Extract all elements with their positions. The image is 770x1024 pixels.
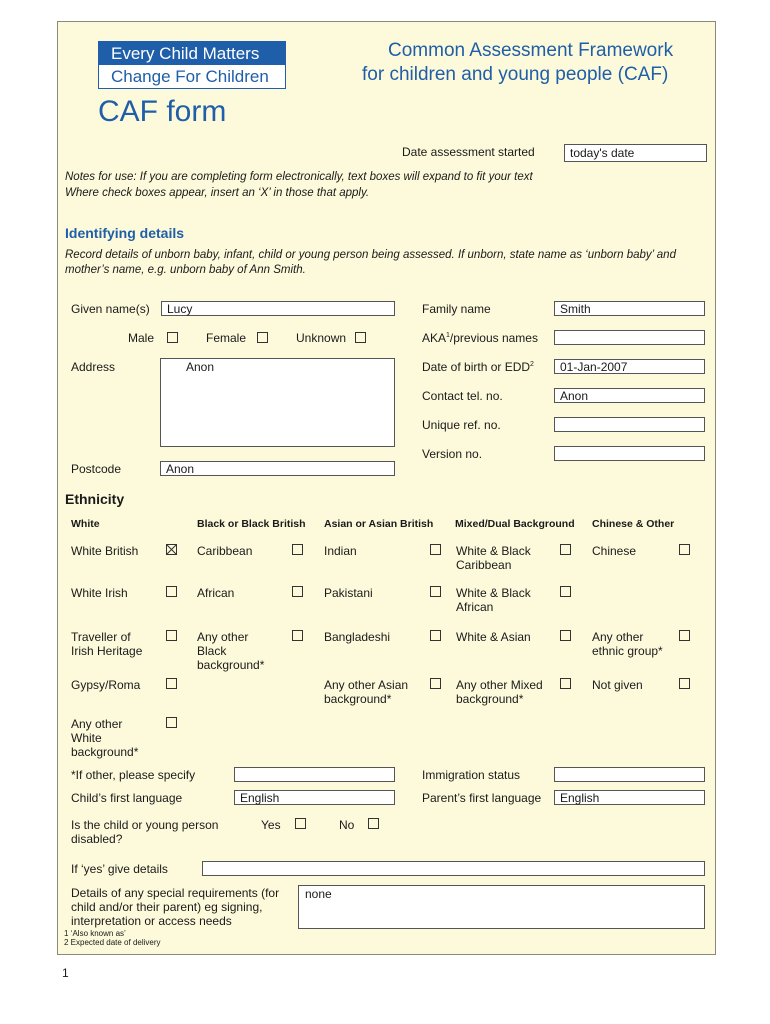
if-yes-field[interactable] [202,861,705,876]
col-header-chinese-other: Chinese & Other [592,518,675,530]
contact-label: Contact tel. no. [422,389,503,403]
form-title: CAF form [98,95,227,128]
dob-label [422,360,534,374]
given-names-label: Given name(s) [71,302,150,316]
white-black-caribbean-checkbox[interactable] [560,544,571,555]
caribbean-label: Caribbean [197,544,253,558]
version-label: Version no. [422,447,483,461]
white-british-label: White British [71,544,139,558]
white-black-caribbean-label: White & Black Caribbean [456,544,531,572]
gypsy-roma-checkbox[interactable] [166,678,177,689]
identifying-instructions: Record details of unborn baby, infant, child or young person being assessed. If unborn, state name as ‘unborn baby’ and mother’s name, e.g. unborn baby of Ann Smith. [65,249,676,276]
white-irish-checkbox[interactable] [166,586,177,597]
if-other-field[interactable] [234,767,395,782]
bangladeshi-checkbox[interactable] [430,630,441,641]
child-language-label: Child’s first language [71,791,183,805]
caf-title-line2: for children and young people (CAF) [362,64,669,85]
notes-line1: Notes for use: If you are completing form electronically, text boxes will expand to fit your text [65,171,533,183]
special-req-field[interactable] [298,885,705,929]
male-label: Male [128,331,155,345]
dob-footnote-ref: 2 [530,361,534,368]
yes-label: Yes [261,818,281,832]
address-value: Anon [186,360,215,374]
unique-ref-label: Unique ref. no. [422,418,501,432]
any-other-mixed-checkbox[interactable] [560,678,571,689]
no-label: No [339,818,355,832]
any-other-ethnic-checkbox[interactable] [679,630,690,641]
postcode-field[interactable]: Anon [160,461,395,476]
aka-label-suffix: /previous names [449,331,538,345]
child-language-field[interactable]: English [234,790,395,805]
identifying-heading: Identifying details [65,225,185,241]
if-yes-label: If ‘yes’ give details [71,862,168,876]
any-other-black-label: Any other Black background* [197,630,265,672]
traveller-checkbox[interactable] [166,630,177,641]
aka-label-text: AKA [422,331,447,345]
date-started-label: Date assessment started [402,145,535,159]
parent-language-label: Parent’s first language [422,791,542,805]
white-asian-checkbox[interactable] [560,630,571,641]
immigration-field[interactable] [554,767,705,782]
male-checkbox[interactable] [167,332,178,343]
white-black-african-checkbox[interactable] [560,586,571,597]
aka-label [422,331,538,345]
pakistani-checkbox[interactable] [430,586,441,597]
address-label: Address [71,360,116,374]
footnote-1: 1 ‘Also known as’ [64,929,126,938]
traveller-label: Traveller of Irish Heritage [71,630,143,658]
col-header-black: Black or Black British [197,518,306,530]
caf-title-line1: Common Assessment Framework [388,40,674,61]
gypsy-roma-label: Gypsy/Roma [71,678,141,692]
no-checkbox[interactable] [368,818,379,829]
notes-line2: Where check boxes appear, insert an ‘X’ in those that apply. [65,187,370,199]
parent-language-field[interactable]: English [554,790,705,805]
white-asian-label: White & Asian [456,630,531,644]
logo-line1: Every Child Matters [99,42,285,65]
yes-checkbox[interactable] [295,818,306,829]
dob-label-text: Date of birth or EDD [422,360,531,374]
family-name-field[interactable]: Smith [554,301,705,316]
if-other-label: *If other, please specify [71,768,196,782]
address-field[interactable] [160,358,395,447]
any-other-ethnic-label: Any other ethnic group* [592,630,663,658]
ecm-logo [98,41,286,89]
not-given-label: Not given [592,678,643,692]
unknown-label: Unknown [296,331,347,345]
indian-label: Indian [324,544,357,558]
immigration-label: Immigration status [422,768,521,782]
any-other-asian-label: Any other Asian background* [324,678,409,706]
white-irish-label: White Irish [71,586,128,600]
col-header-asian: Asian or Asian British [324,518,434,530]
col-header-mixed: Mixed/Dual Background [455,518,575,530]
any-other-black-checkbox[interactable] [292,630,303,641]
family-name-label: Family name [422,302,491,316]
page-number: 1 [62,966,69,980]
aka-footnote-ref: 1 [446,332,450,339]
any-other-white-checkbox[interactable] [166,717,177,728]
african-label: African [197,586,235,600]
col-header-white: White [71,518,100,530]
aka-field[interactable] [554,330,705,345]
special-req-value: none [305,887,332,901]
unique-ref-field[interactable] [554,417,705,432]
footnote-2: 2 Expected date of delivery [64,938,161,947]
special-req-label: Details of any special requirements (for child and/or their parent) eg signing, interpretation or access needs [71,886,280,928]
female-label: Female [206,331,247,345]
any-other-mixed-label: Any other Mixed background* [456,678,543,706]
chinese-checkbox[interactable] [679,544,690,555]
any-other-asian-checkbox[interactable] [430,678,441,689]
not-given-checkbox[interactable] [679,678,690,689]
version-field[interactable] [554,446,705,461]
given-names-field[interactable]: Lucy [161,301,395,316]
caribbean-checkbox[interactable] [292,544,303,555]
chinese-label: Chinese [592,544,637,558]
african-checkbox[interactable] [292,586,303,597]
pakistani-label: Pakistani [324,586,373,600]
white-black-african-label: White & Black African [456,586,531,614]
indian-checkbox[interactable] [430,544,441,555]
ethnicity-heading: Ethnicity [65,491,125,507]
unknown-checkbox[interactable] [355,332,366,343]
dob-field[interactable]: 01-Jan-2007 [554,359,705,374]
disabled-label: Is the child or young person disabled? [71,818,219,846]
date-started-field[interactable]: today's date [564,144,707,162]
white-british-checkbox[interactable] [166,544,177,555]
logo-line2: Change For Children [111,67,269,86]
any-other-white-label: Any other White background* [71,717,139,759]
postcode-label: Postcode [71,462,122,476]
contact-field[interactable]: Anon [554,388,705,403]
bangladeshi-label: Bangladeshi [324,630,391,644]
female-checkbox[interactable] [257,332,268,343]
